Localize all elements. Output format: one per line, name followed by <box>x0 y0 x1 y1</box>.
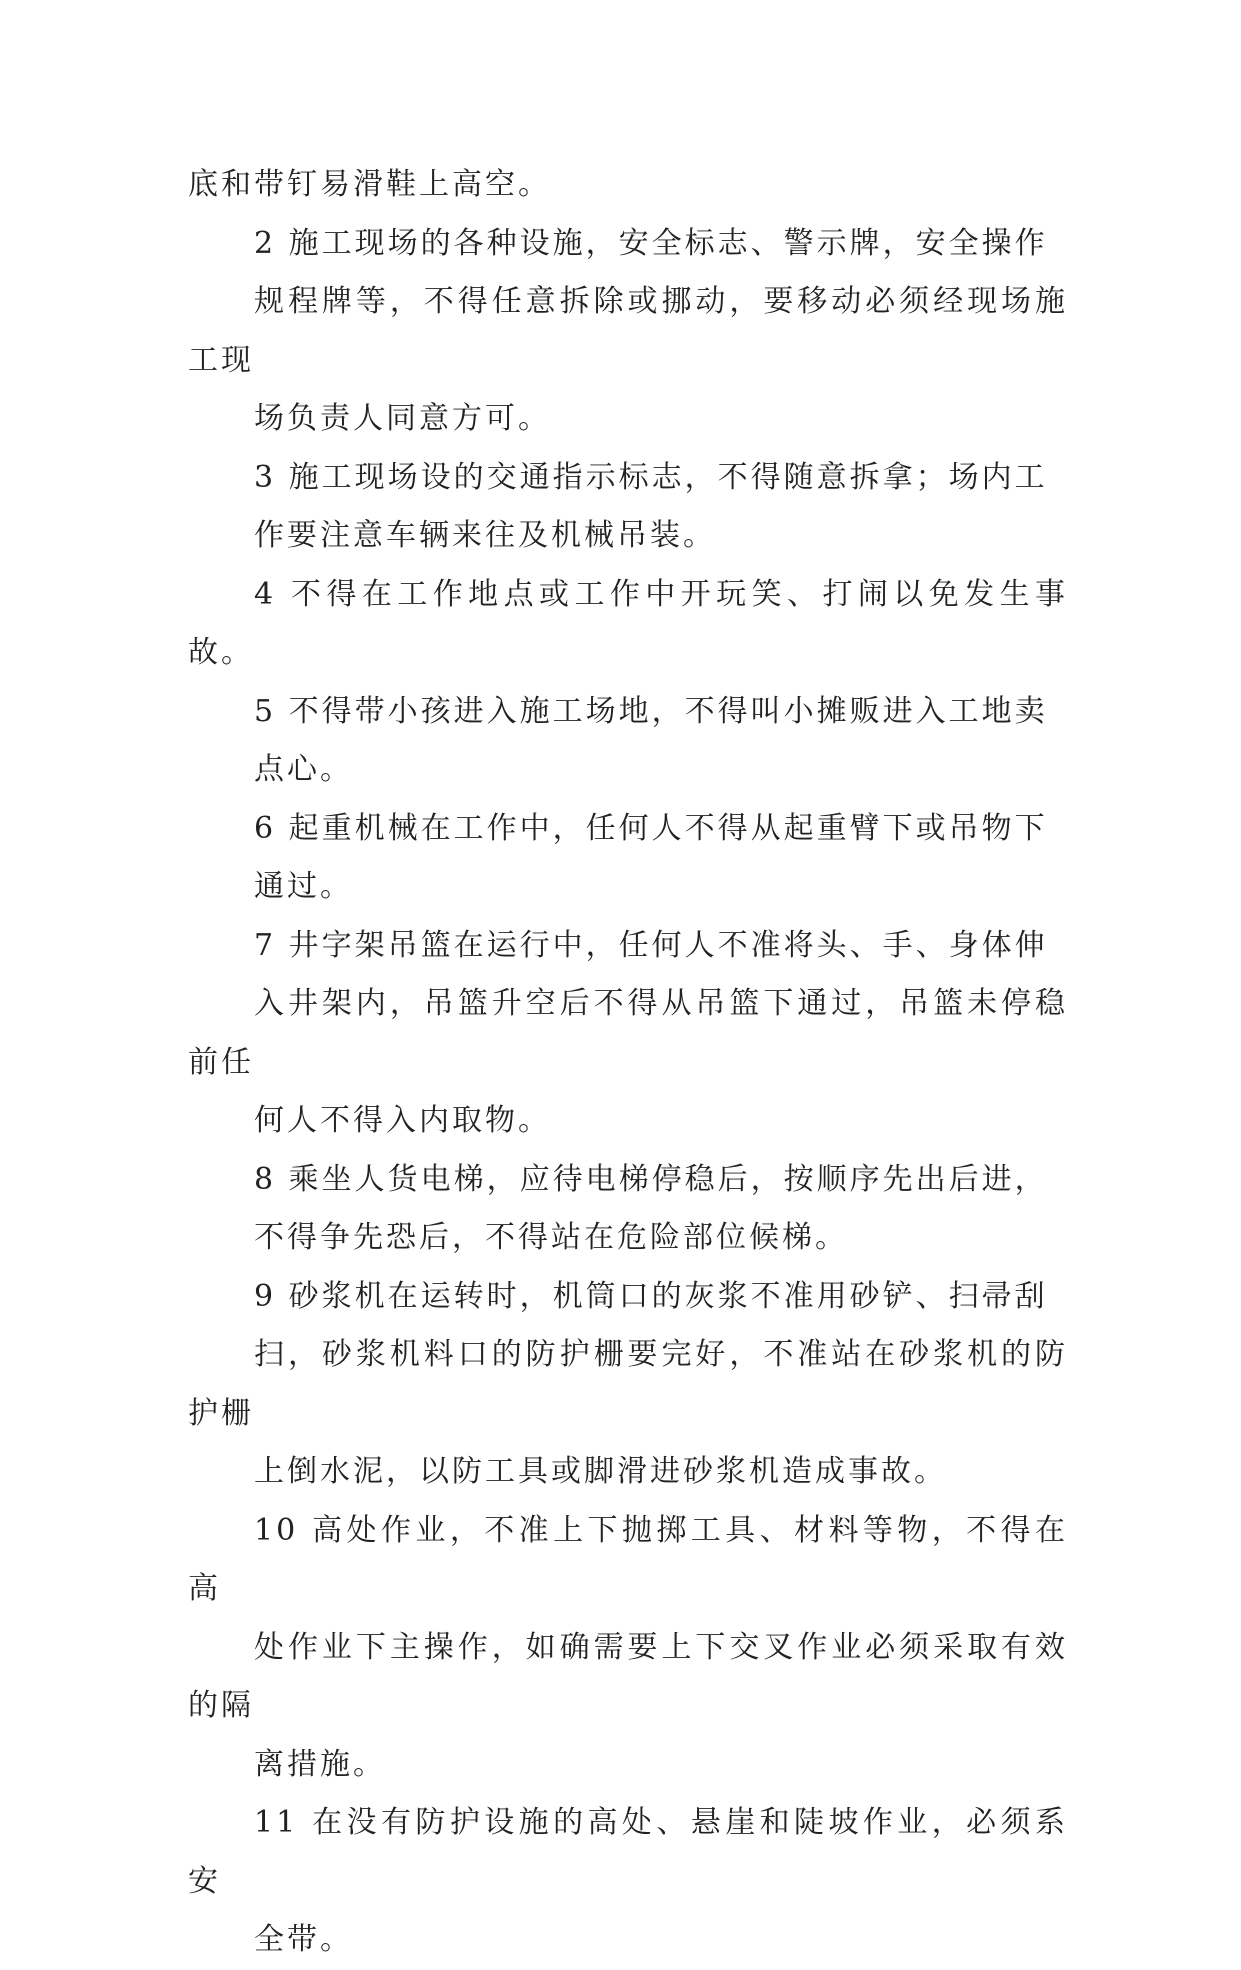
text-line: 处作业下主操作，如确需要上下交叉作业必须采取有效的隔 <box>188 1629 1068 1723</box>
text-line: 点心。 <box>254 752 353 787</box>
document-body <box>188 156 1068 1970</box>
paragraph <box>188 1502 1068 1795</box>
text-line: 通过。 <box>254 869 353 904</box>
text-line: 9 砂浆机在运转时，机筒口的灰浆不准用砂铲、扫帚刮 <box>254 1278 1048 1314</box>
paragraph <box>188 1151 1068 1268</box>
text-line: 入井架内，吊篮升空后不得从吊篮下通过，吊篮未停稳前任 <box>188 986 1068 1080</box>
text-line: 4 不得在工作地点或工作中开玩笑、打闹以免发生事故。 <box>188 576 1068 670</box>
paragraph <box>188 683 1068 800</box>
text-line: 6 起重机械在工作中，任何人不得从起重臂下或吊物下 <box>254 810 1048 846</box>
text-line: 场负责人同意方可。 <box>254 401 551 436</box>
text-line: 5 不得带小孩进入施工场地，不得叫小摊贩进入工地卖 <box>254 693 1048 729</box>
paragraph <box>188 156 1068 215</box>
paragraph <box>188 1268 1068 1502</box>
text-line: 离措施。 <box>254 1746 386 1782</box>
paragraph <box>188 1794 1068 1970</box>
text-line: 10 高处作业，不准上下抛掷工具、材料等物，不得在高 <box>188 1512 1068 1606</box>
paragraph <box>188 215 1068 449</box>
text-line: 规程牌等，不得任意拆除或挪动，要移动必须经现场施工现 <box>188 284 1068 378</box>
paragraph <box>188 566 1068 683</box>
text-line: 11 在没有防护设施的高处、悬崖和陡坡作业，必须系安 <box>188 1805 1068 1899</box>
text-line: 全带。 <box>254 1922 353 1957</box>
text-line: 何人不得入内取物。 <box>254 1103 551 1138</box>
text-line: 扫，砂浆机料口的防护栅要完好，不准站在砂浆机的防护栅 <box>188 1337 1068 1431</box>
text-line: 上倒水泥，以防工具或脚滑进砂浆机造成事故。 <box>254 1454 947 1489</box>
text-line: 7 井字架吊篮在运行中，任何人不准将头、手、身体伸 <box>254 927 1048 963</box>
text-line: 8 乘坐人货电梯，应待电梯停稳后，按顺序先出后进， <box>254 1161 1048 1197</box>
paragraph <box>188 800 1068 917</box>
paragraph <box>188 449 1068 566</box>
text-line: 底和带钉易滑鞋上高空。 <box>188 167 551 202</box>
text-line: 不得争先恐后，不得站在危险部位候梯。 <box>254 1220 848 1255</box>
text-line: 2 施工现场的各种设施，安全标志、警示牌，安全操作 <box>254 225 1048 261</box>
paragraph <box>188 917 1068 1151</box>
text-line: 3 施工现场设的交通指示标志，不得随意拆拿；场内工 <box>254 459 1048 495</box>
text-line: 作要注意车辆来往及机械吊装。 <box>254 518 716 553</box>
